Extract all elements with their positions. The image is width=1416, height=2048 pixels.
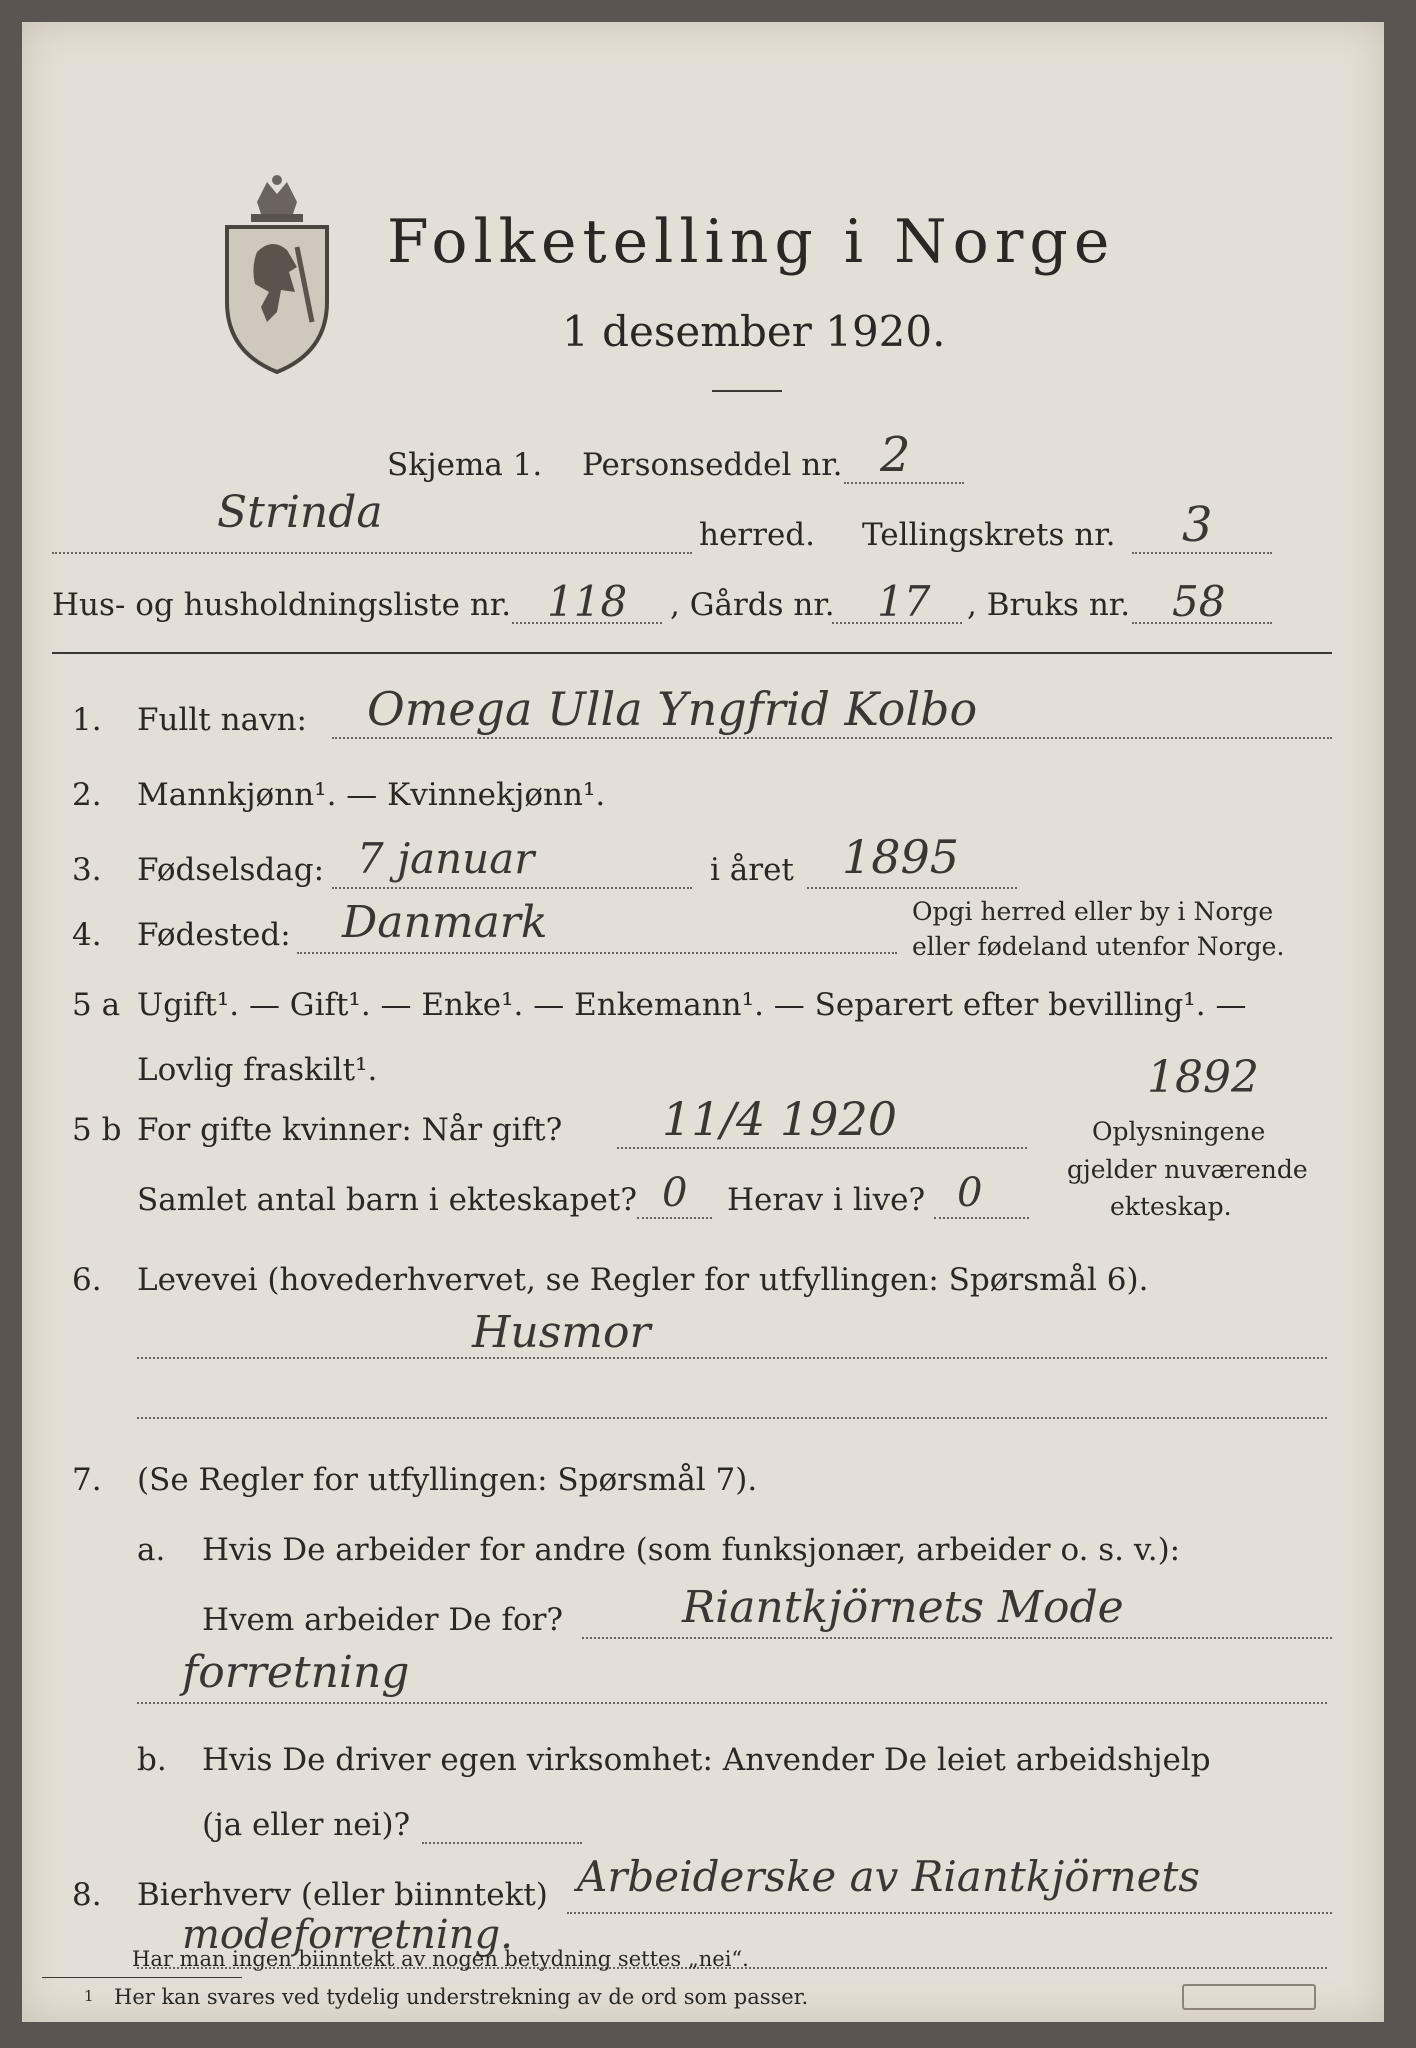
q5b-number: 5 b [72,1112,122,1148]
printer-stamp [1182,1984,1316,2010]
title-divider [712,390,782,392]
q5a-label: Ugift¹. — Gift¹. — Enke¹. — Enkemann¹. — Separert efter bevilling¹. — [137,987,1247,1023]
gards-label: , Gårds nr. [670,587,835,623]
q8-value: Arbeiderske av Riantkjörnets [577,1852,1200,1901]
q1-number: 1. [72,702,102,738]
q8-note: Har man ingen biinntekt av nogen betydning settes „nei“. [132,1947,749,1971]
q5b-line [617,1147,1027,1149]
q4-value: Danmark [342,897,548,948]
q5b-barn-label: Samlet antal barn i ekteskapet? [137,1182,637,1218]
bruks-label: , Bruks nr. [967,587,1131,623]
skjema-label: Skjema 1. [387,447,543,483]
q5b-margin-note: 1892 [1147,1052,1259,1103]
q1-line [332,737,1332,739]
q5b-barn-line [637,1217,712,1219]
q8-number: 8. [72,1877,102,1913]
q5b-live-line [934,1217,1029,1219]
gards-value: 17 [877,577,931,626]
personseddel-value: 2 [880,427,911,483]
form-title: Folketelling i Norge [387,207,1116,277]
q6-number: 6. [72,1262,102,1298]
q6-line-1 [137,1357,1327,1359]
q8-value-2: modeforretning. [182,1912,513,1958]
header-rule [52,652,1332,654]
q7a-line [582,1637,1332,1639]
herred-label: herred. [699,517,815,553]
q3-number: 3. [72,852,102,888]
q3-year-label: i året [710,852,794,888]
q8-line [567,1912,1332,1914]
q4-note-line1: Opgi herred eller by i Norge [912,897,1274,926]
q5b-note-line2: gjelder nuværende [1067,1155,1308,1184]
q1-label: Fullt navn: [137,702,307,738]
footnote-rule [42,1977,242,1978]
q1-value: Omega Ulla Yngfrid Kolbo [367,682,978,736]
tellingskrets-label: Tellingskrets nr. [862,517,1116,553]
q3-value: 7 januar [357,834,535,883]
footnote-mark: 1 [84,1987,94,2005]
q5b-value: 11/4 1920 [662,1092,897,1146]
q2-label: Mannkjønn¹. — Kvinnekjønn¹. [137,777,606,813]
q7a-label-2: Hvem arbeider De for? [202,1602,564,1638]
q5b-live-value: 0 [957,1170,983,1216]
q5b-live-label: Herav i live? [727,1182,926,1218]
census-form [22,22,1384,2022]
husliste-label: Hus- og husholdningsliste nr. [52,587,512,623]
q5b-note-line1: Oplysningene [1092,1117,1266,1146]
q6-label: Levevei (hovederhvervet, se Regler for utfyllingen: Spørsmål 6). [137,1262,1149,1298]
q7-label: (Se Regler for utfyllingen: Spørsmål 7). [137,1462,758,1498]
q5a-label-2: Lovlig fraskilt¹. [137,1052,378,1088]
husliste-value: 118 [547,577,628,626]
q8-label: Bierhverv (eller biinntekt) [137,1877,548,1913]
q7a-value-2: forretning [182,1647,410,1698]
q5b-barn-value: 0 [662,1170,688,1216]
q7b-number: b. [137,1742,167,1778]
herred-value: Strinda [217,487,383,538]
q3-line [332,887,692,889]
q7a-line-2 [137,1702,1327,1704]
q7-number: 7. [72,1462,102,1498]
census-date: 1 desember 1920. [562,307,946,356]
q6-value: Husmor [472,1307,651,1358]
q4-note-line2: eller fødeland utenfor Norge. [912,932,1285,961]
q5b-note-line3: ekteskap. [1110,1192,1232,1221]
q7a-value: Riantkjörnets Mode [682,1582,1124,1633]
q3-year-value: 1895 [842,830,960,884]
personseddel-label: Personseddel nr. [582,447,843,483]
bruks-value: 58 [1172,577,1226,626]
q4-line [297,952,897,954]
norwegian-coat-of-arms-icon [217,172,337,377]
q7a-label: Hvis De arbeider for andre (som funksjonær, arbeider o. s. v.): [202,1532,1181,1568]
q3-year-line [807,887,1017,889]
q5a-number: 5 a [72,987,121,1023]
q6-line-2 [137,1417,1327,1419]
q3-label: Fødselsdag: [137,852,325,888]
q4-label: Fødested: [137,917,291,953]
q2-number: 2. [72,777,102,813]
footnote-text: Her kan svares ved tydelig understrekning av de ord som passer. [114,1985,809,2009]
q4-number: 4. [72,917,102,953]
q5b-label: For gifte kvinner: Når gift? [137,1112,563,1148]
q7b-label-2: (ja eller nei)? [202,1807,411,1843]
q7b-line [422,1842,582,1844]
q7b-label: Hvis De driver egen virksomhet: Anvender De leiet arbeidshjelp [202,1742,1211,1778]
q7a-number: a. [137,1532,166,1568]
tellingskrets-value: 3 [1182,497,1213,553]
herred-line [52,552,692,554]
